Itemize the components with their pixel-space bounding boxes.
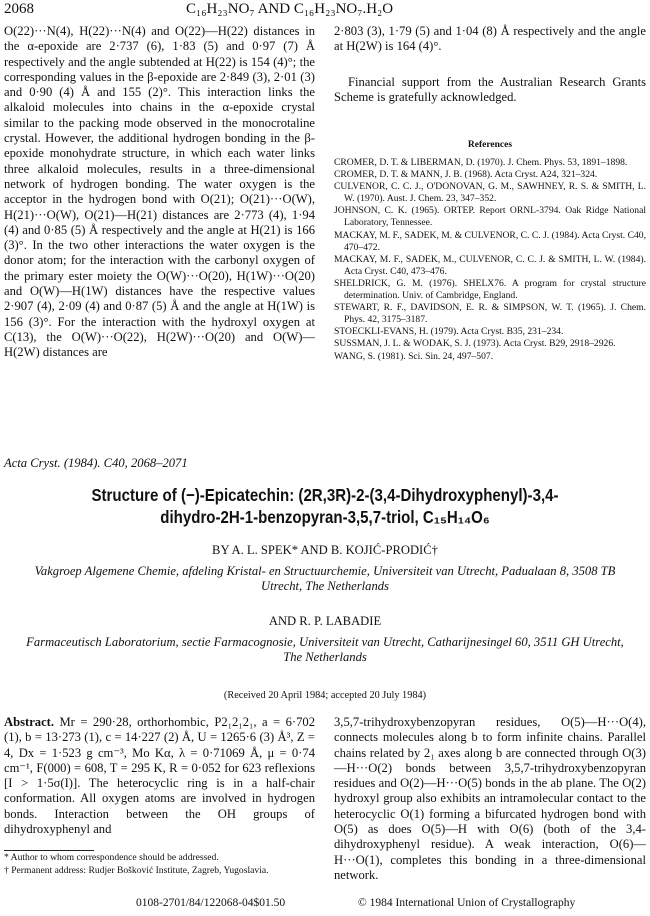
references-list bbox=[334, 157, 646, 363]
running-title: C₁₆H₂₃NO₇ AND C₁₆H₂₃NO₇.H₂O bbox=[186, 1, 394, 17]
reference-item: JOHNSON, C. K. (1965). ORTEP. Report ORNL-3794. Oak Ridge National Laboratory, Tennessee. bbox=[334, 205, 646, 229]
reference-item: CULVENOR, C. C. J., O'DONOVAN, G. M., SAWHNEY, R. S. & SMITH, L. W. (1970). Aust. J. Chem. 23, 347–352. bbox=[334, 181, 646, 205]
reference-item: SUSSMAN, J. L. & WODAK, S. J. (1973). Acta Cryst. B29, 2918–2926. bbox=[334, 338, 616, 350]
reference-item: SHELDRICK, G. M. (1976). SHELX76. A program for crystal structure determination. Univ. of Cambridge, England. bbox=[334, 277, 646, 302]
abstract-text-left: Mr = 290·28, orthorhombic, P2₁2₁2₁, a = 6·702 (1), b = 13·273 (1), c = 14·227 (2) Å, U = 1265·6 (3) Å³, Z = 4, Dx = 1·523 g cm⁻³, Mo Kα, λ = 0·71069 Å, μ = 0·74 cm⁻¹, F(000) = 608, T = 295 K, R = 0·052 for 623 reflexions [I > 1·5σ(I)]. The heterocyclic ring is in a half-chair conformation. All oxygen atoms are involved in hydrogen bonds. Interaction between the OH groups of dihydroxyphenyl and bbox=[4, 715, 315, 837]
journal-citation: Acta Cryst. (1984). C40, 2068–2071 bbox=[4, 456, 188, 470]
reference-item: MACKAY, M. F., SADEK, M. & CULVENOR, C. C. J. (1984). Acta Cryst. C40, 470–472. bbox=[334, 229, 646, 253]
reference-item: MACKAY, M. F., SADEK, M., CULVENOR, C. C. J. & SMITH, L. W. (1984). Acta Cryst. C40, 473–476. bbox=[334, 253, 646, 277]
prev-article-left-column: O(22)···N(4), H(22)···N(4) and O(22)—H(22) distances in the α-epoxide are 2·737 (6), 1·83 (5) and 0·97 (7) Å respectively and the angle subtended at H(22) is 154 (4)°; the corresponding values in the β-epoxide are 2·849 (3), 2·01 (3) and 0·90 (4) Å and 155 (2)°. This interaction links the alkaloid molecules into chains in the α-epoxide crystal similar to the packing mode observed in the monocrotaline crystal. However, the additional hydrogen bonding in the β-epoxide monohydrate structure, in which each water links three alkaloid molecules, results in a three-dimensional network of hydrogen bonding. The water oxygen is the acceptor in the hydrogen bond with O(21); O(21)···O(W), H(21)···O(W), O(21)—H(21) distances are 2·773 (4), 1·94 (4) and 0·85 (5) Å respectively and the angle at H(21) is 166 (3)°. In the two other interactions the water oxygen is the donor atom; for the interaction with the carbonyl oxygen of the primary ester moiety the O(W)···O(20), H(1W)···O(20) and O(W)—H(1W) distances have the respective values 2·907 (4), 2·09 (4) and 0·87 (5) Å and the angle at H(1W) is 156 (3)°. For the interaction with the hydroxyl oxygen at C(13), the O(W)···O(22), H(2W)···O(20) and O(W)—H(2W) distances are bbox=[4, 24, 315, 360]
reference-item: STEWART, R. F., DAVIDSON, E. R. & SIMPSON, W. T. (1965). J. Chem. Phys. 42, 3175–3187. bbox=[334, 302, 646, 326]
abstract-left-column bbox=[4, 715, 315, 837]
abstract-label: Abstract. bbox=[4, 715, 55, 729]
copyright: © 1984 International Union of Crystallography bbox=[358, 897, 576, 909]
reference-item: STOECKLI-EVANS, H. (1979). Acta Cryst. B35, 231–234. bbox=[334, 326, 564, 338]
reference-item: CROMER, D. T. & LIBERMAN, D. (1970). J. Chem. Phys. 53, 1891–1898. bbox=[334, 157, 628, 168]
affiliation-2: Farmaceutisch Laboratorium, sectie Farmacognosie, Universiteit van Utrecht, Catharijnesingel 60, 3511 GH Utrecht, The Netherlands bbox=[26, 635, 624, 665]
footnote-corresponding: * Author to whom correspondence should be addressed. bbox=[4, 852, 219, 863]
reference-item: CROMER, D. T. & MANN, J. B. (1968). Acta Cryst. A24, 321–324. bbox=[334, 169, 598, 181]
reference-item: WANG, S. (1981). Sci. Sin. 24, 497–507. bbox=[334, 350, 494, 362]
received-dates: (Received 20 April 1984; accepted 20 July 1984) bbox=[223, 690, 427, 701]
footnote-permanent-address: † Permanent address: Rudjer Bošković Institute, Zagreb, Yugoslavia. bbox=[4, 865, 269, 876]
financial-acknowledgement: Financial support from the Australian Research Grants Scheme is gratefully acknowledged. bbox=[334, 75, 646, 105]
abstract-right-column: 3,5,7-trihydroxybenzopyran residues, O(5)—H···O(4), connects molecules along b to form infinite chains. Parallel chains related by 2₁ axes along b are connected through O(3)—H···O(2) bonds between 3,5,7-trihydroxybenzopyran residues and O(2)—H···O(5) bonds in the ab plane. The O(2) hydroxyl group also exhibits an intramolecular contact to the heterocyclic O(1) forming a bifurcated hydrogen bond with O(5) as does O(5)—H with O(6) (both of the 3,4-dihydroxyphenyl residue). A weak interaction, O(6)—H···O(1), completes this bonding in a three-dimensional network. bbox=[334, 715, 646, 882]
page-number: 2068 bbox=[4, 1, 34, 17]
prev-article-right-column: 2·803 (3), 1·79 (5) and 1·04 (8) Å respectively and the angle at H(2W) is 164 (4)°. bbox=[334, 24, 646, 54]
authors-line-1: BY A. L. SPEK* AND B. KOJIĆ-PRODIĆ† bbox=[212, 543, 438, 557]
authors-line-2: AND R. P. LABADIE bbox=[268, 614, 382, 628]
affiliation-1: Vakgroep Algemene Chemie, afdeling Kristal- en Structuurchemie, Universiteit van Utrecht, Padualaan 8, 3508 TB Utrecht, The Netherlands bbox=[34, 564, 616, 594]
article-title: Structure of (−)-Epicatechin: (2R,3R)-2-(3,4-Dihydroxyphenyl)-3,4-dihydro-2H-1-benzopyran-3,5,7-triol, C₁₅H₁₄O₆ bbox=[91, 485, 559, 527]
article-code: 0108-2701/84/122068-04$01.50 bbox=[136, 897, 286, 909]
footnote-rule bbox=[4, 850, 94, 851]
references-heading: References bbox=[467, 140, 513, 150]
section-divider bbox=[4, 362, 646, 363]
